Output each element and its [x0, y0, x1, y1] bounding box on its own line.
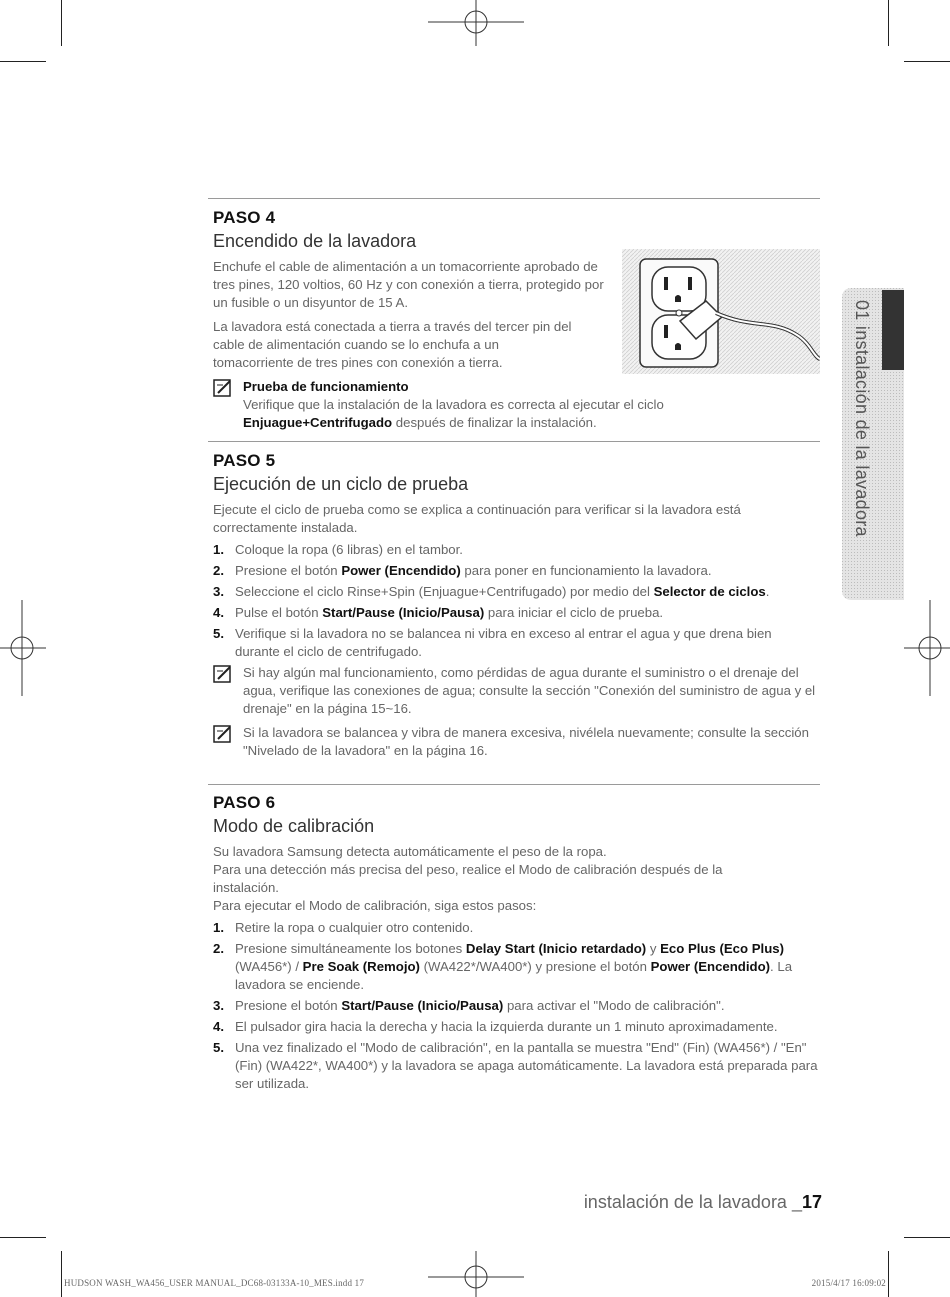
list-item: 1. Coloque la ropa (6 libras) en el tambor.: [213, 542, 463, 557]
paso6-subtitle: Modo de calibración: [213, 816, 375, 836]
note-title: Prueba de funcionamiento: [243, 379, 409, 394]
list-item: 5. Una vez finalizado el "Modo de calibración", en la pantalla se muestra "End" (Fin) (WA456*) / "En" (Fin) (WA422*, WA400*) y la lavadora se apaga automáticamente. La lavadora está preparada para ser utilizada.: [213, 1040, 818, 1091]
registration-mark-bottom: [428, 1251, 524, 1297]
paso5-steps: [213, 541, 820, 661]
note-text: Verifique que la instalación de la lavadora es correcta al ejecutar el ciclo Enjuague+Centrifugado después de finalizar la instalación.: [243, 397, 664, 430]
paso6-para1: Su lavadora Samsung detecta automáticamente el peso de la ropa.: [213, 844, 607, 859]
paso6-heading: PASO 6: [213, 793, 276, 812]
list-item: 3. Seleccione el ciclo Rinse+Spin (Enjuague+Centrifugado) por medio del Selector de ciclos.: [213, 584, 770, 599]
section-divider: [208, 198, 820, 199]
print-slug-right: 2015/4/17 16:09:02: [811, 1278, 886, 1288]
crop-mark: [61, 0, 62, 46]
crop-mark: [888, 0, 889, 46]
paso5-heading: PASO 5: [213, 451, 276, 470]
crop-mark: [61, 1251, 62, 1297]
list-item: 4. Pulse el botón Start/Pause (Inicio/Pausa) para iniciar el ciclo de prueba.: [213, 605, 664, 620]
crop-mark: [888, 1251, 889, 1297]
paso6-steps: [213, 919, 820, 1093]
paso4-heading: PASO 4: [213, 208, 276, 227]
page-number: 17: [801, 1192, 822, 1212]
crop-mark: [904, 61, 950, 62]
crop-mark: [0, 61, 46, 62]
note-icon: [213, 725, 233, 743]
paso4-para1: Enchufe el cable de alimentación a un tomacorriente aprobado de tres pines, 120 voltios, 60 Hz y con conexión a tierra, protegido por un fusible o un disyuntor de 15 A.: [213, 259, 604, 310]
paso6-para3: Para ejecutar el Modo de calibración, siga estos pasos:: [213, 898, 537, 913]
list-item: 3. Presione el botón Start/Pause (Inicio/Pausa) para activar el "Modo de calibración".: [213, 998, 725, 1013]
registration-mark-left: [0, 600, 46, 696]
paso5-intro: Ejecute el ciclo de prueba como se explica a continuación para verificar si la lavadora está correctamente instalada.: [213, 502, 741, 535]
paso4-para2: La lavadora está conectada a tierra a través del tercer pin del cable de alimentación cuando se lo enchufa a un tomacorriente de tres pines con conexión a tierra.: [213, 319, 572, 370]
note-icon: [213, 665, 233, 683]
paso6-section: [213, 793, 820, 1096]
list-item: 2. Presione el botón Power (Encendido) para poner en funcionamiento la lavadora.: [213, 563, 712, 578]
paso4-note: [213, 378, 820, 432]
registration-mark-right: [904, 600, 950, 696]
list-item: 2. Presione simultáneamente los botones Delay Start (Inicio retardado) y Eco Plus (Eco Plus) (WA456*) / Pre Soak (Remojo) (WA422*/WA400*) y presione el botón Power (Encendido). La lavadora se enciende.: [213, 941, 793, 992]
crop-mark: [904, 1237, 950, 1238]
paso5-subtitle: Ejecución de un ciclo de prueba: [213, 474, 469, 494]
paso5-note2: Si la lavadora se balancea y vibra de manera excesiva, nivélela nuevamente; consulte la sección "Nivelado de la lavadora" en la página 16.: [213, 724, 820, 760]
outlet-plug-illustration: [622, 249, 820, 374]
note-icon: [213, 379, 233, 397]
chapter-tab-marker: [882, 290, 904, 370]
list-item: 1. Retire la ropa o cualquier otro contenido.: [213, 920, 474, 935]
section-divider: [208, 784, 820, 785]
paso5-section: [213, 451, 820, 760]
paso4-subtitle: Encendido de la lavadora: [213, 231, 417, 251]
paso5-note1: Si hay algún mal funcionamiento, como pérdidas de agua durante el suministro o el drenaje del agua, verifique las conexiones de agua; consulte la sección "Conexión del suministro de agua y el drenaje" en la página 15~16.: [213, 664, 820, 718]
list-item: 4. El pulsador gira hacia la derecha y hacia la izquierda durante un 1 minuto aproximadamente.: [213, 1019, 778, 1034]
crop-mark: [0, 1237, 46, 1238]
paso6-para2: Para una detección más precisa del peso, realice el Modo de calibración después de la instalación.: [213, 862, 723, 895]
list-item: 5. Verifique si la lavadora no se balancea ni vibra en exceso al entrar el agua y que drena bien durante el ciclo de centrifugado.: [213, 626, 772, 659]
print-slug-left: HUDSON WASH_WA456_USER MANUAL_DC68-03133A-10_MES.indd 17: [64, 1278, 365, 1288]
page-footer-title: instalación de la lavadora _17: [583, 1192, 822, 1212]
registration-mark-top: [428, 0, 524, 46]
section-divider: [208, 441, 820, 442]
